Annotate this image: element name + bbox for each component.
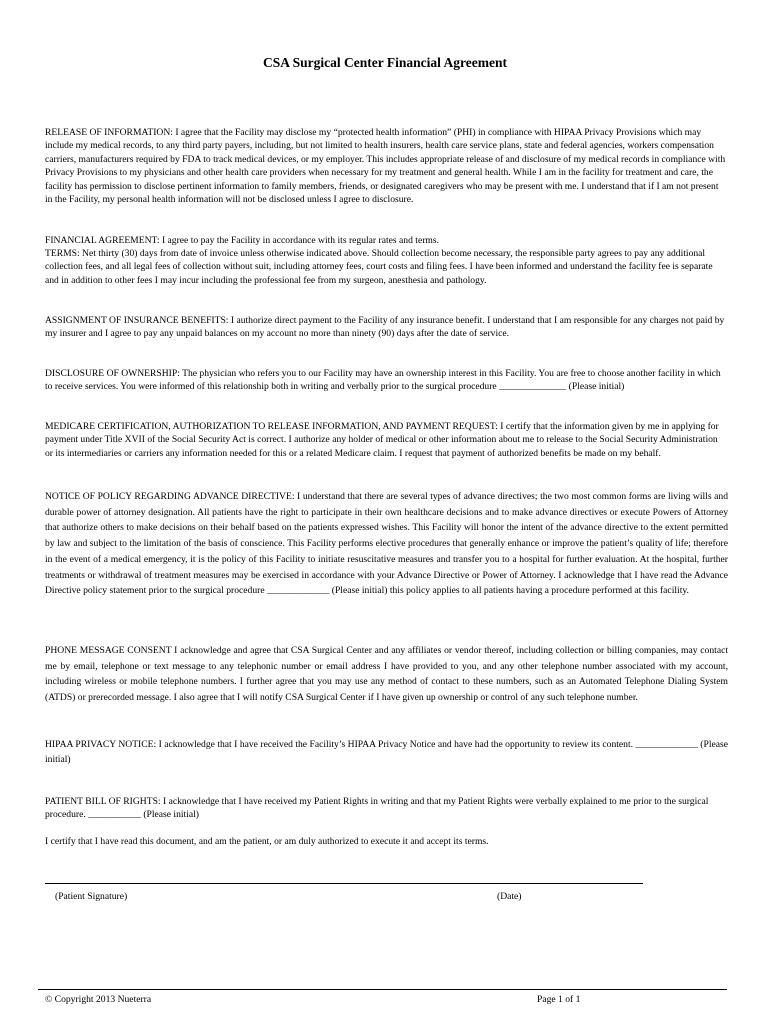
payment-terms: TERMS: Net thirty (30) days from date of invoice unless otherwise indicated above. Should collection become necessary, the responsible party agrees to pay any additional collection fees, and all legal fees of collection without suit, including attorney fees, court costs and filing fees. I have been informed and understand the facility fee is separate and in addition to other fees I may incur including the professional fee from my surgeon, anesthesia and pathology. xyxy=(45,248,713,286)
advance-directive-notice: NOTICE OF POLICY REGARDING ADVANCE DIRECTIVE: I understand that there are several types of advance directives; the two most common forms are living wills and durable power of attorney designation. All patients have the right to participate in their own healthcare decisions and to make advance directives or execute Powers of Attorney that authorize others to make decisions on their behalf based on the patients expressed wishes. This Facility will honor the intent of the advance directive to the extent permitted by law and subject to the limitation of the basis of conscience. This Facility performs elective procedures that generally enhance or improve the patient’s quality of life; therefore in the event of a medical emergency, it is the policy of this Facility to initiate resuscitative measures and transfer you to a hospital for further evaluation. At the hospital, further treatments or withdrawal of treatment measures may be exercised in accordance with your Advance Directive or Power of Attorney. I acknowledge that I have read the Advance Directive policy statement prior to the surgical procedure _____________ (Please initial) this policy applies to all patients having a procedure performed at this facility. xyxy=(45,491,728,597)
signature-line[interactable] xyxy=(45,883,643,884)
certification-statement: I certify that I have read this document, and am the patient, or am duly authorized to execute it and accept its terms. xyxy=(45,836,489,847)
document-title: CSA Surgical Center Financial Agreement xyxy=(263,55,507,70)
hipaa-privacy-notice: HIPAA PRIVACY NOTICE: I acknowledge that I have received the Facility’s HIPAA Privacy Notice and have had the opportunity to review its content. _____________ (Please initial) xyxy=(45,739,728,766)
patient-signature-label: (Patient Signature) xyxy=(55,891,128,902)
disclosure-of-ownership: DISCLOSURE OF OWNERSHIP: The physician who refers you to our Facility may have an ownership interest in this Facility. You are free to choose another facility in which to receive services. You were informed of this relationship both in writing and verbally prior to the surgical procedure ______________ (Please initial) xyxy=(45,368,721,393)
footer-copyright: © Copyright 2013 Nueterra xyxy=(45,994,152,1005)
phone-message-consent: PHONE MESSAGE CONSENT I acknowledge and agree that CSA Surgical Center and any affiliates or vendor thereof, including collection or billing companies, may contact me by email, telephone or text message to any telephonic number or email address I have provided to you, and any other telephone number associated with my account, including wireless or mobile telephone numbers. I further agree that you may use any method of contact to these numbers, such as an Automated Telephone Dialing System (ATDS) or prerecorded message. I also agree that I will notify CSA Surgical Center if I have given up ownership or control of any such telephone number. xyxy=(45,645,728,703)
medicare-certification: MEDICARE CERTIFICATION, AUTHORIZATION TO RELEASE INFORMATION, AND PAYMENT REQUEST: I certify that the information given by me in applying for payment under Title XVII of the Social Security Act is correct. I authorize any holder of medical or other information about me to release to the Social Security Administration or its intermediaries or carriers any information needed for this or a related Medicare claim. I request that payment of authorized benefits be made on my behalf. xyxy=(45,421,719,459)
footer-divider xyxy=(38,989,727,990)
date-label: (Date) xyxy=(497,891,522,902)
assignment-of-insurance: ASSIGNMENT OF INSURANCE BENEFITS: I authorize direct payment to the Facility of any insurance benefit. I understand that I am responsible for any charges not paid by my insurer and I agree to pay any unpaid balances on my account no more than ninety (90) days after the date of service. xyxy=(45,315,725,340)
release-of-information: RELEASE OF INFORMATION: I agree that the Facility may disclose my “protected health information” (PHI) in compliance with HIPAA Privacy Provisions which may include my medical records, to any third party payers, including, but not limited to health insurers, health care service plans, state and federal agencies, workers compensation carriers, manufacturers required by FDA to track medical devices, or my employer. This includes appropriate release of and disclosure of my medical records in compliance with Privacy Provisions to my physicians and other health care providers when necessary for my treatment and general health. While I am in the facility for treatment and care, the facility has permission to disclose pertinent information to family members, friends, or designated caregivers who may be present with me. I understand that if I am not present in the Facility, my personal health information will not be disclosed unless I agree to disclosure. xyxy=(45,127,726,206)
financial-agreement: FINANCIAL AGREEMENT: I agree to pay the Facility in accordance with its regular rates and terms. xyxy=(45,235,439,246)
footer-page-number: Page 1 of 1 xyxy=(537,994,581,1005)
patient-bill-of-rights: PATIENT BILL OF RIGHTS: I acknowledge that I have received my Patient Rights in writing and that my Patient Rights were verbally explained to me prior to the surgical procedure. ___________ (Please initial) xyxy=(45,796,709,821)
